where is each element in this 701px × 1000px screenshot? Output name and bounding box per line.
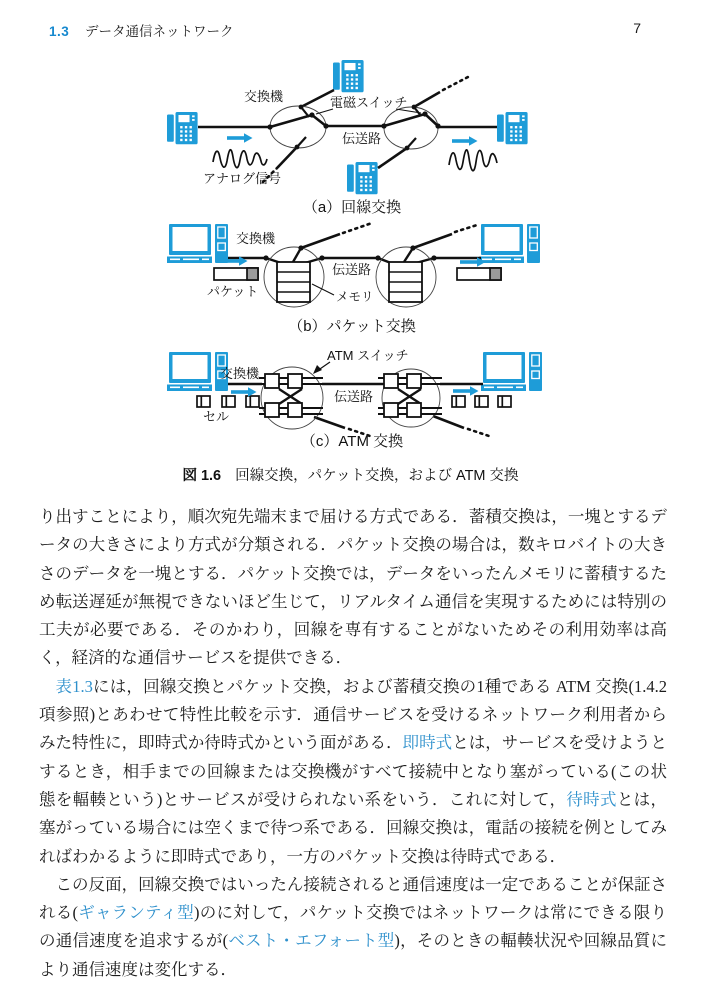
paragraph-3-text-1: この反面，回線交換ではいったん接続されると通信速度は一定であることが保証される( — [39, 874, 667, 923]
cells-right — [452, 396, 511, 407]
packet-right — [457, 268, 501, 280]
flow-arrow-left — [227, 133, 253, 143]
label-line-c: 伝送路 — [334, 389, 374, 404]
phone-top — [333, 60, 364, 92]
phone-left — [167, 112, 198, 144]
label-line-a: 伝送路 — [342, 131, 382, 146]
figure-1-6 — [0, 0, 701, 460]
figure-caption-label: 図 — [182, 468, 197, 484]
paragraph-1 — [39, 503, 667, 673]
analog-wave-left — [213, 150, 267, 168]
figure-caption — [0, 464, 701, 485]
body-text — [39, 503, 667, 984]
figure-caption-number: 1.6 — [200, 468, 222, 484]
paragraph-3 — [39, 871, 667, 984]
label-switch-b: 交換機 — [236, 231, 276, 246]
computer-left-b — [167, 224, 228, 263]
page-number: 7 — [633, 20, 641, 36]
label-switch-a: 交換機 — [244, 89, 284, 104]
label-packet: パケット — [207, 284, 259, 299]
section-title: データ通信ネットワーク — [85, 24, 234, 39]
diagram-b-packet-switching — [167, 223, 540, 335]
paragraph-1-text: り出すことにより，順次宛先端末まで届ける方式である．蓄積交換は，一塊とするデータの大きさにより方式が分類される．パケット交換の場合は，数キロバイトの大きさのデータを一塊とする．パケット交換では，データをいったんメモリに蓄積するため転送遅延が無視できないほど生じて，リアルタイム通信を実現するためには特別の工夫が必要である．そのかわり，回線を専有することがないためその利用効率は高く，経済的な通信サービスを提供できる． — [39, 507, 667, 668]
paragraph-2 — [39, 673, 667, 871]
atm-label-arrow — [313, 362, 330, 374]
caption-a: （a）回線交換 — [302, 199, 402, 216]
flow-arrow-right — [452, 136, 478, 146]
paragraph-3-text-3: )，そのときの輻輳状況や回線品質により通信速度は変化する． — [39, 931, 667, 979]
label-relay-switch: 電磁スイッチ — [330, 95, 408, 110]
memory-left — [277, 262, 310, 302]
label-switch-c: 交換機 — [220, 366, 260, 381]
flow-arrow-right-c — [453, 386, 479, 396]
term-guarantee-type: ギャランティ型 — [77, 903, 195, 923]
phone-bottom — [347, 162, 378, 194]
ref-table-1-3: 表1.3 — [55, 676, 93, 696]
diagram-a-circuit-switching — [167, 60, 528, 216]
term-immediate-type: 即時式 — [402, 733, 453, 753]
paragraph-2-text-2: とは，サービスを受けようとするとき，相手までの回線または交換機がすべて接続中となり塞がっている(この状態を輻輳という)とサービスが受けられない系をいう．これに対して， — [39, 733, 668, 809]
paragraph-2-text-3: とは，塞がっている場合には空くまで待つ系である．回線交換は，電話の接続を例としてみればわかるように即時式であり，一方のパケット交換は待時式である． — [39, 789, 667, 866]
term-best-effort-type: ベスト・エフォート型 — [228, 931, 395, 951]
computer-right-c — [481, 352, 542, 391]
label-analog-signal: アナログ信号 — [203, 171, 282, 186]
analog-wave-right — [449, 150, 497, 171]
label-memory: メモリ — [336, 290, 374, 304]
atm-switch-left — [259, 374, 323, 417]
packet-left — [214, 268, 258, 280]
section-number: 1.3 — [49, 24, 70, 39]
label-cell: セル — [203, 409, 230, 424]
diagram-c-atm-switching — [167, 348, 542, 450]
figure-caption-title: 回線交換，パケット交換，および ATM 交換 — [235, 468, 519, 484]
computer-right-b — [479, 224, 540, 263]
computer-left-c — [167, 352, 228, 391]
label-line-b: 伝送路 — [332, 262, 372, 277]
caption-b: （b）パケット交換 — [288, 318, 416, 335]
switch-circle-left — [270, 106, 326, 148]
phone-right — [497, 112, 528, 144]
cells-left — [197, 396, 259, 407]
label-atm-switch: ATM スイッチ — [327, 348, 409, 363]
paragraph-3-text-2: )のに対して，パケット交換ではネットワークは常にできる限りの通信速度を追求するが( — [39, 903, 667, 951]
memory-right — [389, 262, 422, 302]
atm-switch-right — [378, 374, 442, 417]
paragraph-2-text-1: には，回線交換とパケット交換，および蓄積交換の1種である ATM 交換(1.4.2項参照)とあわせて特性比較を示す．通信サービスを受けるネットワーク利用者からみた特性に，即時式か待時式かという面がある． — [39, 676, 667, 753]
term-waiting-type: 待時式 — [566, 789, 617, 809]
caption-c: （c）ATM 交換 — [300, 433, 404, 450]
